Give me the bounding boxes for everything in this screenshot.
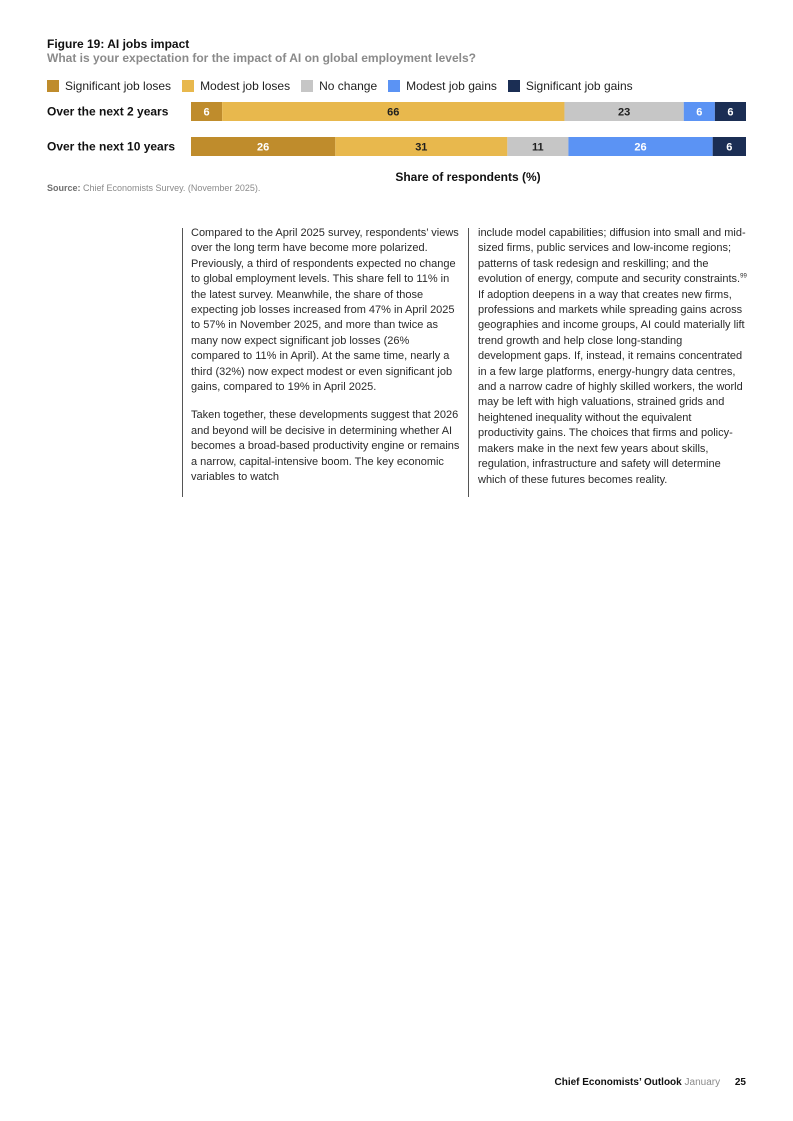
publication-name: Chief Economists’ Outlook — [554, 1077, 682, 1088]
stacked-bar-chart — [0, 95, 793, 187]
body-paragraph: Taken together, these developments suggest that 2026 and beyond will be decisive in determining whether AI becomes a broad-based productivity engine or remains a narrow, capital-intensive boom. The key economic variables to watch — [191, 409, 460, 484]
legend-item-modest-job-loses — [182, 79, 290, 93]
legend-label: Significant job gains — [525, 79, 633, 93]
data-label: 66 — [387, 106, 400, 119]
data-label: 31 — [415, 141, 428, 154]
legend-swatch — [388, 80, 400, 92]
legend-item-significant-job-gains — [508, 79, 633, 93]
legend-item-modest-job-gains — [388, 79, 497, 93]
data-label: 6 — [203, 106, 210, 119]
body-text: include model capabilities; diffusion into small and mid-sized firms, public services and low-income regions; patterns of task redesign and reskilling; and the evolution of energy, compute and security constraints. — [478, 227, 746, 286]
body-paragraph: Compared to the April 2025 survey, respondents’ views over the long term have become more polarized. Previously, a third of respondents expected no change to global employment levels. This share fell to 11% in the latest survey. Meanwhile, the share of those expecting job losses increased from 47% in April 2025 to 57% in November 2025, and more than twice as many now expect significant job losses (26% compared to 11% in April). At the same time, nearly a third (32%) now expect modest or even significant job gains, compared to 19% in April 2025. — [191, 227, 459, 394]
footnote-ref[interactable]: 99 — [740, 273, 747, 280]
data-label: 26 — [634, 141, 647, 154]
column-rule-right — [468, 228, 469, 497]
category-label: Over the next 10 years — [47, 139, 176, 154]
page-footer — [554, 1077, 746, 1088]
legend-label: Modest job loses — [200, 79, 291, 93]
body-column-right — [478, 226, 748, 501]
column-rule-left — [182, 228, 183, 497]
legend-swatch — [47, 80, 59, 92]
legend-item-no-change — [301, 79, 377, 93]
legend-swatch — [182, 80, 194, 92]
page-number: 25 — [734, 1077, 746, 1088]
body-paragraph — [478, 226, 748, 488]
source-label: Source: — [47, 183, 81, 193]
publication-month: January — [684, 1077, 721, 1088]
data-label: 11 — [532, 141, 544, 154]
figure-title: Figure 19: AI jobs impact — [47, 37, 190, 51]
figure-subtitle: What is your expectation for the impact of AI on global employment levels? — [47, 51, 476, 65]
body-column-left — [191, 226, 461, 499]
body-text: If adoption deepens in a way that creates new firms, professions and markets while spreading gains across geographies and income groups, AI could materially lift trend growth and help close long-standing development gaps. If, instead, it remains concentrated in a few large platforms, energy-hungry data centres, and a narrow cadre of highly skilled workers, the world may be left with high valuations, strained grids and heightened inequality without the equivalent productivity gains. The choices that firms and policy-makers make in the next few years about skills, regulation, infrastructure and safety will determine which of these futures becomes reality. — [478, 288, 745, 486]
legend-swatch — [301, 80, 313, 92]
source-text: Chief Economists Survey. (November 2025). — [83, 183, 261, 193]
source-note — [47, 183, 260, 193]
legend-swatch — [508, 80, 520, 92]
data-label: 6 — [696, 106, 703, 119]
data-label: 26 — [257, 141, 270, 154]
data-label: 23 — [617, 106, 631, 119]
legend-label: No change — [319, 79, 378, 93]
legend-item-significant-job-loses — [47, 79, 171, 93]
chart-legend — [47, 79, 644, 93]
x-axis-label: Share of respondents (%) — [395, 170, 541, 184]
category-label: Over the next 2 years — [47, 104, 169, 119]
legend-label: Significant job loses — [65, 79, 172, 93]
data-label: 6 — [727, 106, 734, 119]
legend-label: Modest job gains — [406, 79, 497, 93]
data-label: 6 — [726, 141, 733, 154]
